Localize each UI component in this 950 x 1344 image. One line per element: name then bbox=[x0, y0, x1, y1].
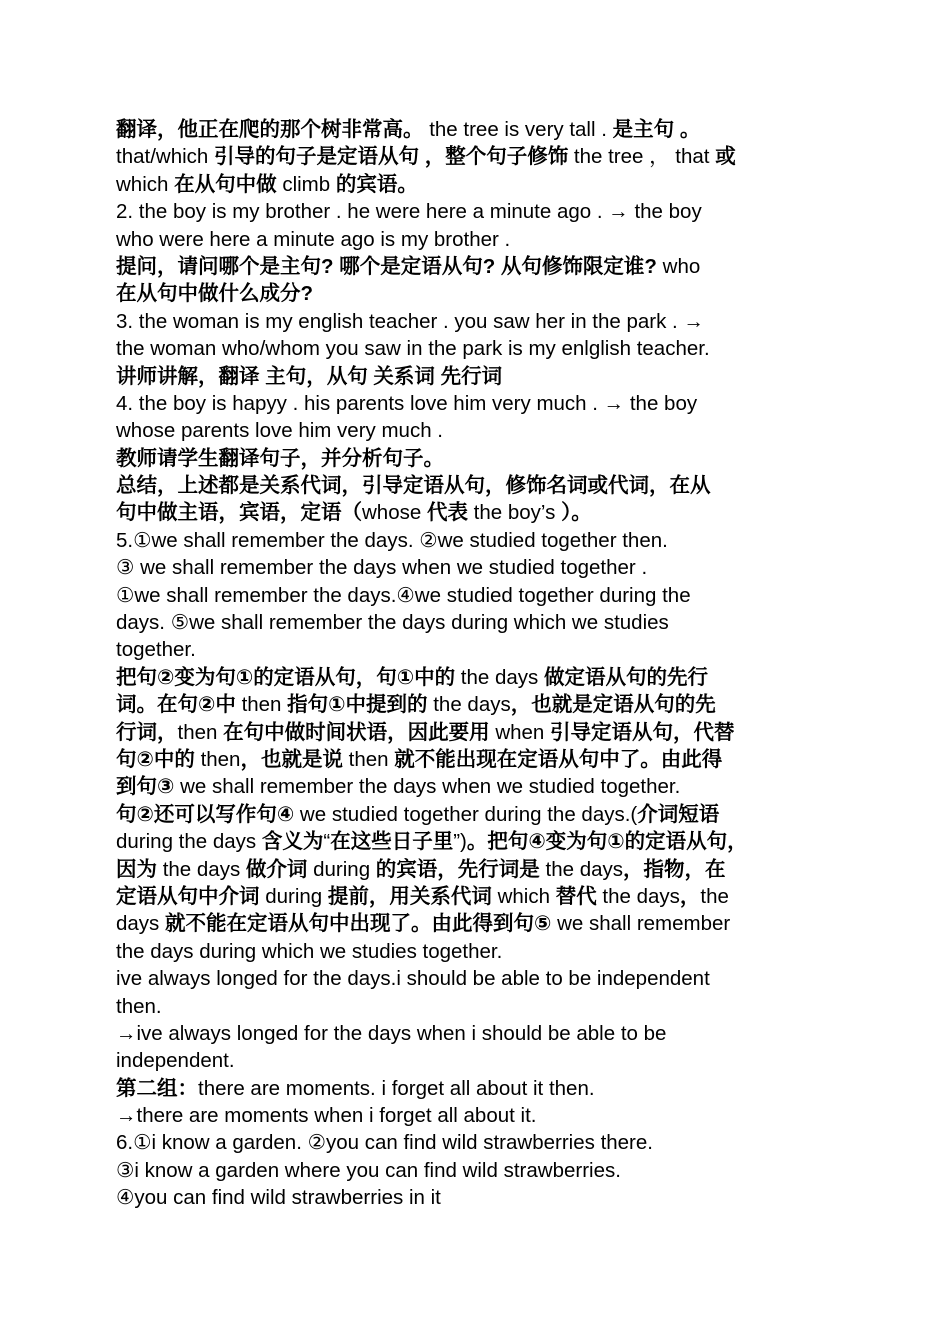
text-run: ③i know a garden where you can find wild strawberries. bbox=[116, 1158, 621, 1182]
text-line bbox=[116, 335, 856, 362]
text-run: there are moments. i forget all about it then. bbox=[198, 1076, 595, 1100]
bold-text-run: 在从句中做什么成分? bbox=[116, 282, 314, 306]
text-line bbox=[116, 910, 856, 937]
text-run: during bbox=[313, 857, 376, 881]
bold-text-run: 。把句④变为句①的定语从句， bbox=[466, 830, 748, 854]
text-run: ④you can find wild strawberries in it bbox=[116, 1186, 441, 1210]
text-run: the days during which we studies together. bbox=[116, 939, 503, 963]
bold-text-run: 做定语从句的先行 bbox=[543, 665, 708, 689]
text-run: days. ⑤we shall remember the days during which we studies bbox=[116, 611, 669, 635]
bold-text-run: 引导的句子是定语从句 ，整个句子修饰 bbox=[214, 145, 574, 169]
bold-text-run: 或 bbox=[715, 145, 736, 169]
text-run: ive always longed for the days.i should be able to be independent bbox=[116, 967, 710, 991]
text-line bbox=[116, 417, 856, 444]
document-body bbox=[116, 116, 856, 1212]
text-line bbox=[116, 1157, 856, 1184]
bold-text-run: 的宾语，先行词是 bbox=[375, 857, 546, 881]
text-line bbox=[116, 198, 856, 225]
text-run: who bbox=[662, 254, 701, 278]
text-line bbox=[116, 1075, 856, 1102]
text-run: then bbox=[241, 693, 288, 717]
bold-text-run: 第二组： bbox=[116, 1076, 198, 1100]
text-line bbox=[116, 938, 856, 965]
text-run: we shall remember the days when we studied together. bbox=[180, 775, 681, 799]
text-run: when bbox=[495, 720, 551, 744]
text-run: during bbox=[265, 884, 328, 908]
text-line bbox=[116, 636, 856, 663]
text-run: 6.①i know a garden. ②you can find wild strawberries there. bbox=[116, 1131, 653, 1155]
bold-text-run: 句中做主语，宾语，定语（ bbox=[116, 501, 362, 525]
text-run: then bbox=[177, 720, 224, 744]
bold-text-run: 就不能在定语从句中出现了。由此得到句⑤ bbox=[165, 912, 558, 936]
bold-text-run: 引导定语从句，代替 bbox=[550, 720, 735, 744]
bold-text-run: 因为 bbox=[116, 857, 163, 881]
bold-text-run: ，指物，在 bbox=[623, 857, 726, 881]
text-run: the days bbox=[162, 857, 246, 881]
text-line bbox=[116, 499, 856, 526]
text-run: the bbox=[700, 884, 729, 908]
text-line bbox=[116, 1047, 856, 1074]
text-line bbox=[116, 664, 856, 691]
text-line bbox=[116, 965, 856, 992]
text-line bbox=[116, 472, 856, 499]
text-line bbox=[116, 1102, 856, 1129]
bold-text-run: 指句①中提到的 bbox=[287, 693, 434, 717]
text-run: which bbox=[497, 884, 556, 908]
bold-text-run: 在这些日子里 bbox=[330, 830, 454, 854]
text-run: 3. the woman is my english teacher . you saw her in the park . → bbox=[116, 309, 704, 333]
text-line bbox=[116, 801, 856, 828]
text-line bbox=[116, 828, 856, 855]
text-run: ③ we shall remember the days when we studied together . bbox=[116, 556, 648, 580]
bold-text-run: 教师请学生翻译句子，并分析句子。 bbox=[116, 446, 444, 470]
text-run: during the days bbox=[116, 830, 262, 854]
text-run: who were here a minute ago is my brother . bbox=[116, 227, 511, 251]
bold-text-run: 行词， bbox=[116, 720, 178, 744]
text-run: the woman who/whom you saw in the park is my enlglish teacher. bbox=[116, 337, 710, 361]
text-line bbox=[116, 1020, 856, 1047]
text-run: which bbox=[116, 172, 175, 196]
text-run: 5.①we shall remember the days. ②we studied together then. bbox=[116, 528, 668, 552]
text-line bbox=[116, 773, 856, 800]
text-line bbox=[116, 1184, 856, 1211]
text-run: together. bbox=[116, 638, 196, 662]
bold-text-run: 是主句 。 bbox=[612, 118, 701, 141]
bold-text-run: ， bbox=[679, 884, 701, 908]
text-line bbox=[116, 308, 856, 335]
text-run: the days bbox=[460, 665, 544, 689]
text-run: ①we shall remember the days.④we studied together during the bbox=[116, 583, 691, 607]
bold-text-run: 就不能出现在定语从句中了。由此得 bbox=[394, 747, 723, 771]
bold-text-run: ）。 bbox=[561, 501, 592, 525]
text-run: 2. the boy is my brother . he were here a minute ago . → the boy bbox=[116, 200, 702, 224]
text-line bbox=[116, 582, 856, 609]
bold-text-run: ，也就是说 bbox=[240, 747, 349, 771]
text-line bbox=[116, 116, 856, 143]
text-run: climb bbox=[282, 172, 336, 196]
bold-text-run: 含义为 bbox=[261, 830, 324, 854]
text-run: 4. the boy is hapyy . his parents love him very much . → the boy bbox=[116, 391, 698, 415]
text-line bbox=[116, 856, 856, 883]
bold-text-run: 做介词 bbox=[245, 857, 314, 881]
bold-text-run: 替代 bbox=[555, 884, 603, 908]
bold-text-run: 提问，请问哪个是主句? 哪个是定语从句? 从句修饰限定谁? bbox=[116, 254, 663, 278]
text-line bbox=[116, 143, 856, 170]
bold-text-run: 的宾语。 bbox=[335, 172, 418, 196]
text-line bbox=[116, 253, 856, 280]
text-line bbox=[116, 719, 856, 746]
text-line bbox=[116, 746, 856, 773]
text-run: independent. bbox=[116, 1049, 235, 1073]
text-line bbox=[116, 445, 856, 472]
text-run: the days bbox=[545, 857, 623, 881]
text-run: days bbox=[116, 912, 165, 936]
text-run: ”) bbox=[453, 830, 467, 854]
bold-text-run: 在句中做时间状语，因此要用 bbox=[223, 720, 496, 744]
bold-text-run: 词。在句②中 bbox=[116, 693, 242, 717]
text-run: the days bbox=[602, 884, 680, 908]
bold-text-run: 总结，上述都是关系代词，引导定语从句，修饰名词或代词，在从 bbox=[116, 474, 711, 498]
bold-text-run: 句②还可以写作句④ bbox=[116, 802, 300, 826]
text-run: →there are moments when i forget all about it. bbox=[116, 1104, 537, 1128]
bold-text-run: 介词短语 bbox=[637, 802, 720, 826]
text-line bbox=[116, 171, 856, 198]
text-line bbox=[116, 527, 856, 554]
text-run: that/which bbox=[116, 145, 214, 169]
bold-text-run: ，也就是定语从句的先 bbox=[510, 693, 716, 717]
text-run: we studied together during the days.( bbox=[299, 802, 638, 826]
text-run: then bbox=[200, 747, 241, 771]
text-line bbox=[116, 609, 856, 636]
bold-text-run: 到句③ bbox=[116, 775, 181, 799]
text-line bbox=[116, 280, 856, 307]
text-run: we shall remember bbox=[557, 912, 731, 936]
bold-text-run: 提前，用关系代词 bbox=[327, 884, 498, 908]
text-line bbox=[116, 1129, 856, 1156]
text-line bbox=[116, 993, 856, 1020]
text-line bbox=[116, 226, 856, 253]
text-line bbox=[116, 883, 856, 910]
text-run: whose parents love him very much . bbox=[116, 419, 443, 443]
text-line bbox=[116, 363, 856, 390]
bold-text-run: 把句②变为句①的定语从句，句①中的 bbox=[116, 665, 461, 689]
bold-text-run: 翻译，他正在爬的那个树非常高。 bbox=[116, 118, 430, 141]
text-line bbox=[116, 554, 856, 581]
text-run: →ive always longed for the days when i should be able to be bbox=[116, 1021, 667, 1045]
text-run: then bbox=[348, 747, 395, 771]
bold-text-run: 讲师讲解，翻译 主句，从句 关系词 先行词 bbox=[116, 364, 503, 388]
text-run: the boy’s bbox=[473, 501, 562, 525]
text-line bbox=[116, 390, 856, 417]
text-run: the days bbox=[433, 693, 511, 717]
text-line bbox=[116, 691, 856, 718]
text-run: then. bbox=[116, 994, 162, 1018]
text-run: the tree is very tall . bbox=[429, 118, 613, 141]
text-run: “ bbox=[323, 830, 331, 854]
bold-text-run: 代表 bbox=[426, 501, 474, 525]
text-run: the tree ， that bbox=[573, 145, 716, 169]
bold-text-run: 句②中的 bbox=[116, 747, 201, 771]
text-run: whose bbox=[362, 501, 427, 525]
bold-text-run: 定语从句中介词 bbox=[116, 884, 266, 908]
bold-text-run: 在从句中做 bbox=[174, 172, 283, 196]
